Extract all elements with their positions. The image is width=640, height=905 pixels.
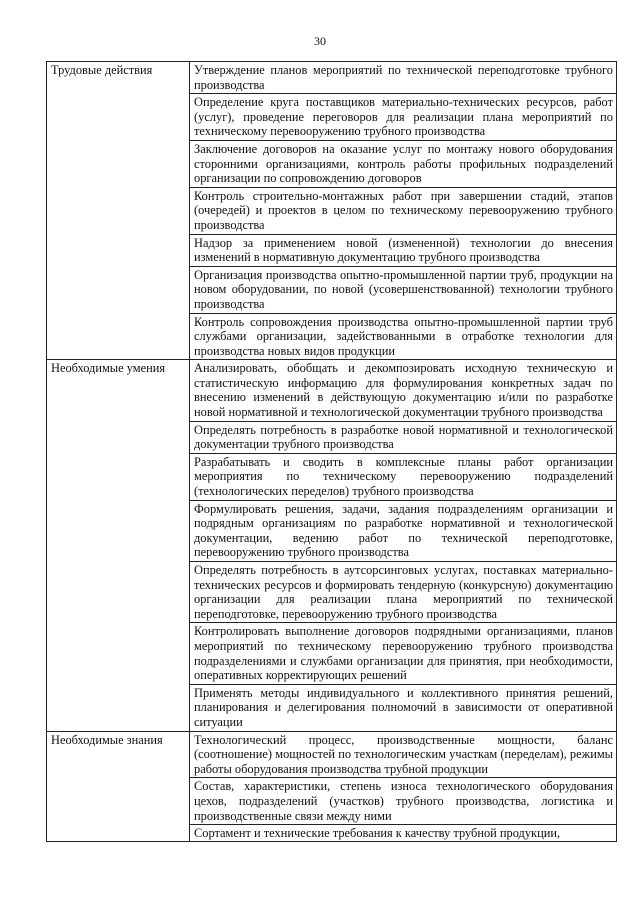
table-cell: Контролировать выполнение договоров подрядными организациями, планов мероприятий по техническому перевооружению трубного производства подразделениями и службами организации для принятия, при необходимости, оперативных корректирующих решений [190, 623, 617, 684]
table-cell: Определение круга поставщиков материально-технических ресурсов, работ (услуг), проведение переговоров для реализации плана мероприятий по техническому перевооружению трубного производства [190, 94, 617, 141]
table-cell: Применять методы индивидуального и коллективного принятия решений, планирования и делегирования полномочий в зависимости от оперативной ситуации [190, 684, 617, 731]
table-cell: Состав, характеристики, степень износа технологического оборудования цехов, подразделений (участков) трубного производства, логистика и производственные связи между ними [190, 778, 617, 825]
table-row [47, 62, 617, 94]
table-cell: Надзор за применением новой (измененной) технологии до внесения изменений в нормативную документацию трубного производства [190, 234, 617, 266]
table-cell: Разрабатывать и сводить в комплексные планы работ организации мероприятия по техническому перевооружению подразделений (технологических переделов) трубного производства [190, 453, 617, 500]
table-row [47, 731, 617, 778]
table-cell: Определять потребность в аутсорсинговых услугах, поставках материально-технических ресурсов и формировать тендерную (конкурсную) документацию организации для реализации плана мероприятий по технической переподготовке, перевооружению трубного производства [190, 562, 617, 623]
table-row [47, 360, 617, 421]
table-cell: Формулировать решения, задачи, задания подразделениям организации и подрядным организациям по разработке нормативной и технологической документации, ведению работ по технической переподготовке, перевооружению трубного производства [190, 500, 617, 561]
section-title-labor-actions: Трудовые действия [47, 62, 190, 360]
competency-table [46, 61, 617, 842]
table-cell: Технологический процесс, производственные мощности, баланс (соотношение) мощностей по технологическим участкам (переделам), режимы работы оборудования производства трубной продукции [190, 731, 617, 778]
table-cell: Утверждение планов мероприятий по технической переподготовке трубного производства [190, 62, 617, 94]
page-number: 30 [314, 34, 326, 48]
table-cell: Контроль строительно-монтажных работ при завершении стадий, этапов (очередей) и проектов в целом по техническому перевооружению трубного производства [190, 187, 617, 234]
table-cell: Определять потребность в разработке новой нормативной и технологической документации трубного производства [190, 421, 617, 453]
table-cell: Сортамент и технические требования к качеству трубной продукции, [190, 825, 617, 842]
table-cell: Заключение договоров на оказание услуг по монтажу нового оборудования сторонними организациями, контроль работы профильных подразделений организации по сопровождению договоров [190, 140, 617, 187]
section-title-required-knowledge: Необходимые знания [47, 731, 190, 841]
section-title-required-skills: Необходимые умения [47, 360, 190, 731]
table-cell: Анализировать, обобщать и декомпозировать исходную техническую и статистическую информацию для формулирования конкретных задач по внесению изменений в действующую документацию и/или по разработке новой нормативной и технологической документации трубного производства [190, 360, 617, 421]
table-cell: Контроль сопровождения производства опытно-промышленной партии труб службами организации, задействованными в отработке технологии для производства новых видов продукции [190, 313, 617, 360]
table-cell: Организация производства опытно-промышленной партии труб, продукции на новом оборудовании, по новой (усовершенствованной) технологии трубного производства [190, 266, 617, 313]
